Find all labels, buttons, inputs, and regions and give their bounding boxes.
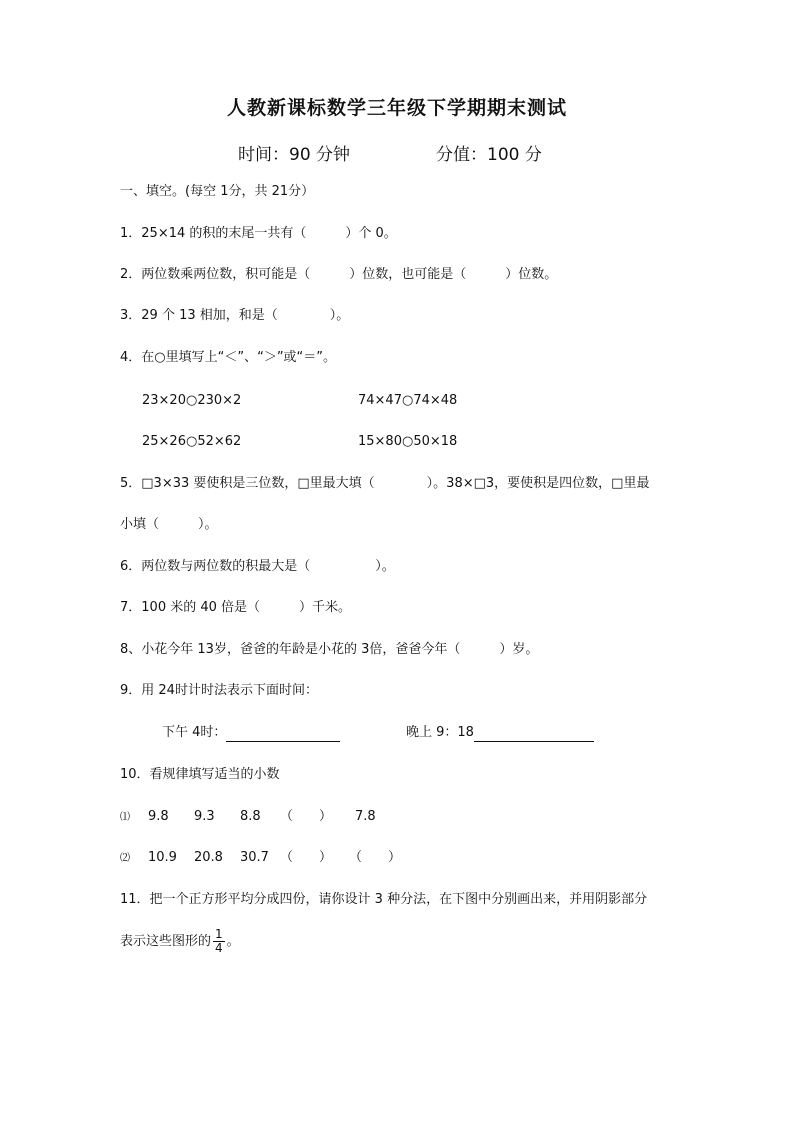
q10-row2-value: （ ） — [280, 850, 333, 865]
fraction-numerator: 1 — [215, 927, 223, 941]
question-11: 11．把一个正方形平均分成四份，请你设计 3 种分法，在下图中分别画出来，并用阴影部分 — [120, 892, 648, 907]
question-4: 4．在○里填写上“＜”、“＞”或“＝”。 — [120, 350, 337, 365]
question-5-cont: 小填（ ）。 — [120, 517, 218, 532]
question-7: 7．100 米的 40 倍是（ ）千米。 — [120, 600, 352, 615]
question-8: 8、小花今年 13岁，爸爸的年龄是小花的 3倍，爸爸今年（ ）岁。 — [120, 642, 539, 657]
page-title: 人教新课标数学三年级下学期期末测试 — [226, 97, 567, 119]
q4-item: 23×20○230×2 — [142, 393, 242, 408]
q9-label-b: 晚上 9：18 — [406, 725, 474, 740]
section-heading: 一、填空。(每空 1分，共 21分） — [120, 184, 315, 199]
q10-row2-label: ⑵ — [120, 853, 130, 864]
fraction-one-quarter — [213, 928, 225, 955]
question-5: 5．□3×33 要使积是三位数，□里最大填（ ）。38×□3，要使积是四位数，□里最 — [120, 476, 650, 491]
q9-label-a: 下午 4时： — [162, 725, 227, 740]
question-1: 1．25×14 的积的末尾一共有（ ）个 0。 — [120, 226, 397, 241]
answer-blank[interactable] — [474, 726, 594, 742]
q11-end: 。 — [226, 934, 240, 949]
q10-row2-value: 30.7 — [240, 850, 269, 865]
q4-item: 15×80○50×18 — [358, 434, 458, 449]
q10-row2-value: 10.9 — [148, 850, 177, 865]
question-9: 9．用 24时计时法表示下面时间： — [120, 683, 318, 698]
question-6: 6．两位数与两位数的积最大是（ ）。 — [120, 559, 395, 574]
q9-part-b — [406, 724, 594, 742]
fraction-denominator: 4 — [215, 941, 223, 955]
q10-row1-value: 9.8 — [148, 809, 169, 824]
q10-row1-label: ⑴ — [120, 812, 130, 823]
q9-part-a — [162, 724, 340, 742]
question-2: 2．两位数乘两位数，积可能是（ ）位数，也可能是（ ）位数。 — [120, 267, 558, 282]
q10-row1-value: 7.8 — [355, 809, 376, 824]
answer-blank[interactable] — [226, 726, 340, 742]
question-10: 10．看规律填写适当的小数 — [120, 767, 280, 782]
q10-row2-value: 20.8 — [194, 850, 223, 865]
question-11-cont — [120, 928, 240, 956]
q4-item: 74×47○74×48 — [358, 393, 458, 408]
q10-row2-value: （ ） — [349, 850, 402, 865]
q10-row1-value: 8.8 — [240, 809, 261, 824]
exam-score: 分值：100 分 — [436, 145, 542, 165]
question-3: 3．29 个 13 相加，和是（ ）。 — [120, 308, 350, 323]
exam-time: 时间：90 分钟 — [238, 145, 351, 165]
q11-text: 表示这些图形的 — [120, 934, 212, 949]
q10-row1-value: （ ） — [280, 809, 333, 824]
q4-item: 25×26○52×62 — [142, 434, 242, 449]
q10-row1-value: 9.3 — [194, 809, 215, 824]
